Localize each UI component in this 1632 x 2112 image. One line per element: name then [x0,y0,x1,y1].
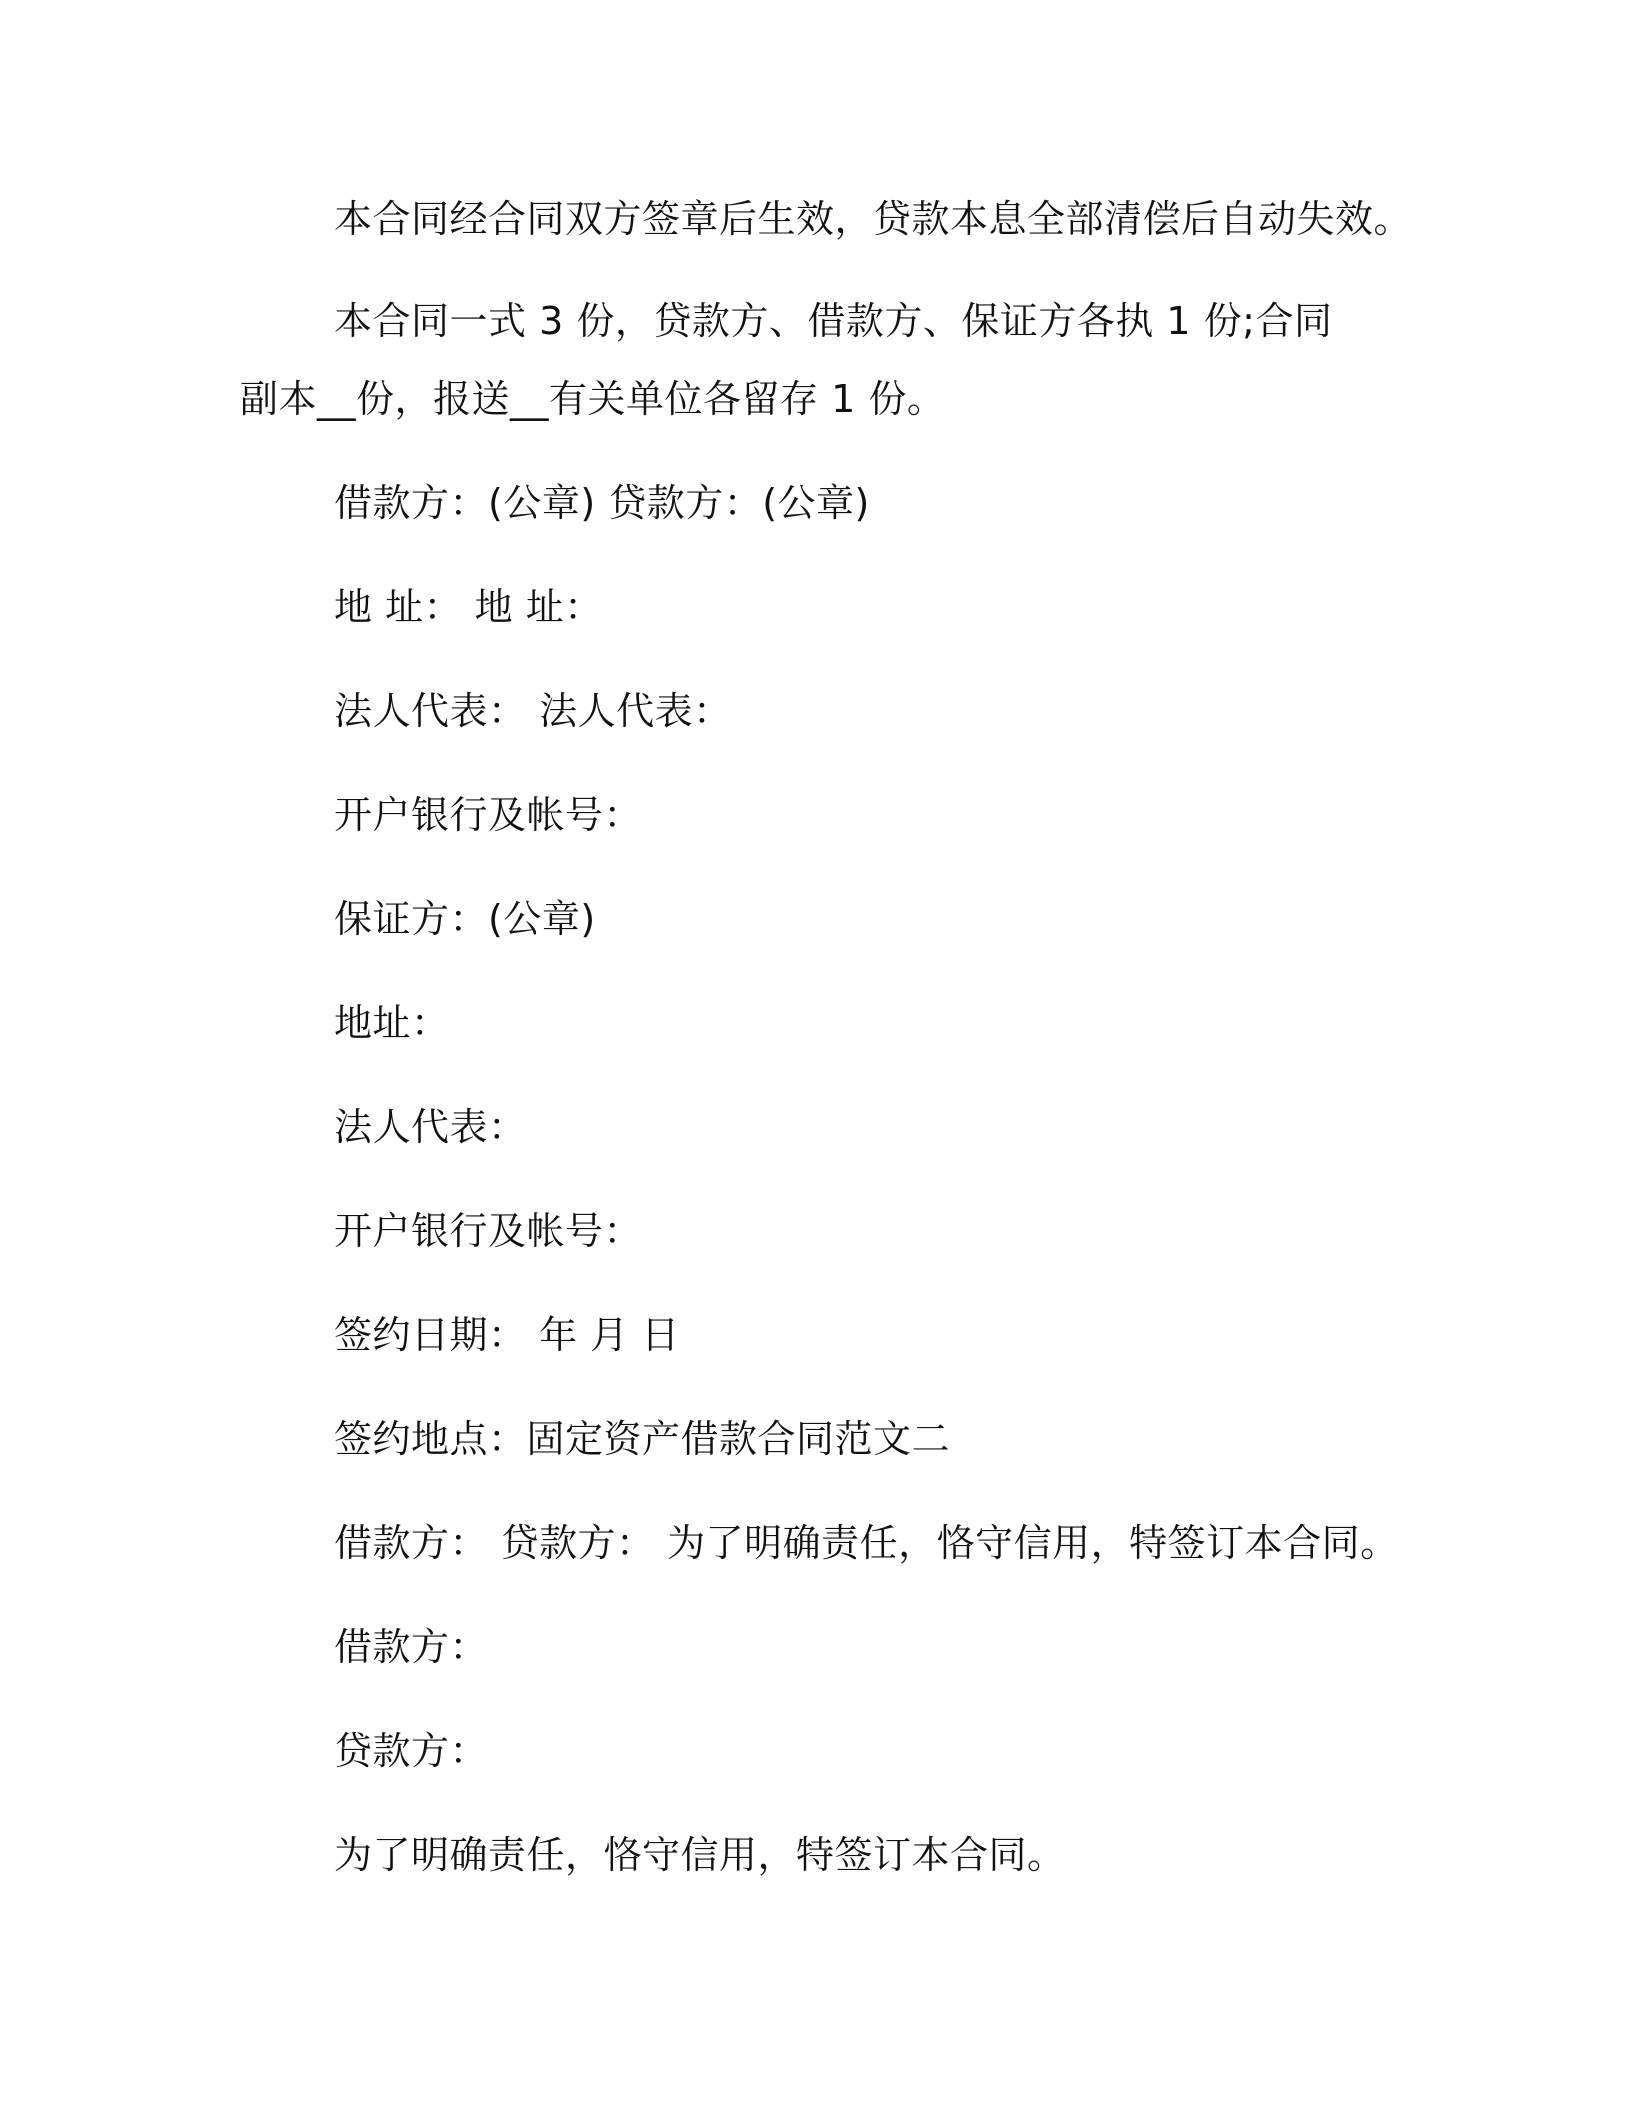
paragraph-guarantor-legal-rep: 法人代表： [334,1105,527,1149]
paragraph-address-pair: 地 址： 地 址： [334,585,603,629]
paragraph-guarantor-bank-account: 开户银行及帐号： [334,1209,643,1253]
paragraph-lender: 贷款方： [334,1729,489,1773]
paragraph-purpose: 为了明确责任，恪守信用，特签订本合同。 [334,1833,1066,1877]
paragraph-bank-account: 开户银行及帐号： [334,793,643,837]
paragraph-guarantor-seal: 保证方：(公章) [334,897,596,941]
paragraph-signing-place: 签约地点：固定资产借款合同范文二 [334,1417,951,1461]
paragraph-borrower-lender-seal: 借款方：(公章) 贷款方：(公章) [334,481,870,525]
paragraph-guarantor-address: 地址： [334,1001,450,1045]
paragraph-borrower: 借款方： [334,1625,489,1669]
paragraph-signing-date: 签约日期： 年 月 日 [334,1313,680,1357]
paragraph-parties-purpose: 借款方： 贷款方： 为了明确责任，恪守信用，特签订本合同。 [334,1521,1399,1565]
paragraph-copies: 本合同一式 3 份，贷款方、借款方、保证方各执 1 份;合同副本__份，报送__有关单位各留存 1 份。 [240,299,1333,421]
paragraph-effectiveness: 本合同经合同双方签章后生效，贷款本息全部清偿后自动失效。 [334,197,1413,241]
paragraph-legal-rep-pair: 法人代表： 法人代表： [334,689,732,733]
